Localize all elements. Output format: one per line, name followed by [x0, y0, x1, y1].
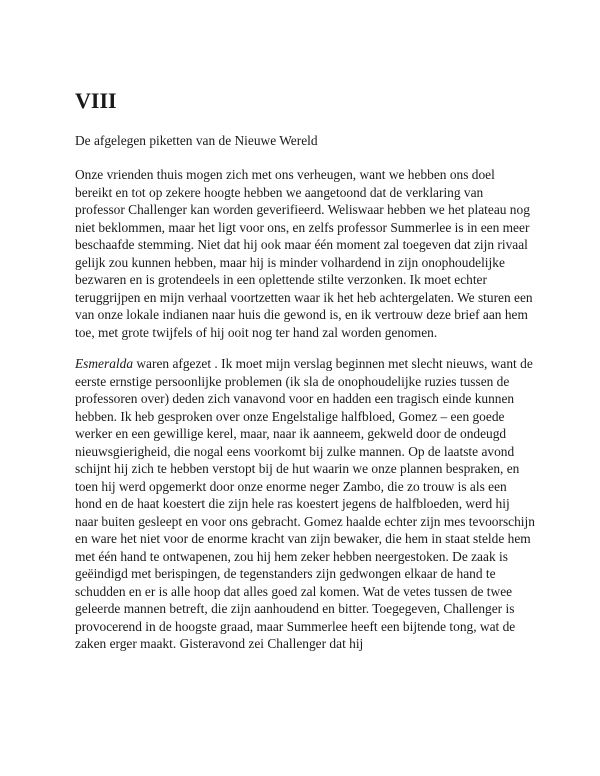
paragraph-1 — [75, 166, 535, 341]
paragraph-2 — [75, 355, 535, 653]
paragraph-2-text: waren afgezet . Ik moet mijn verslag beginnen met slecht nieuws, want de eerste ernstige persoonlijke problemen (ik sla de onophoudelijke ruzies tussen de professoren over) deden zich vanavond voor en hadden een tragisch einde kunnen hebben. Ik heb gesproken over onze Engelstalige halfbloed, Gomez – een goede werker en een gewillige kerel, maar, naar ik aanneem, gekweld door de ondeugd nieuwsgierigheid, die nogal eens voorkomt bij zulke mannen. Op de laatste avond schijnt hij zich te hebben verstopt bij de hut waarin we onze plannen bespraken, en toen hij werd opgemerkt door onze enorme neger Zambo, die zo trouw is als een hond en de haat koestert die zijn hele ras koestert jegens de halfbloeden, werd hij naar buiten gesleept en voor ons gebracht. Gomez haalde echter zijn mes tevoorschijn en ware het niet voor de enorme kracht van zijn bewaker, die hem in staat stelde hem met één hand te ontwapenen, zou hij hem zeker hebben neergestoken. De zaak is geëindigd met berispingen, de tegenstanders zijn gedwongen elkaar de hand te schudden en er is alle hoop dat alles goed zal komen. Wat de vetes tussen de twee geleerde mannen betreft, die zijn aanhoudend en bitter. Toegegeven, Challenger is provocerend in de hoogste graad, maar Summerlee heeft een bijtende tong, wat de zaken erger maakt. Gisteravond zei Challenger dat hij — [75, 356, 535, 651]
chapter-number: VIII — [75, 88, 117, 113]
book-page — [75, 88, 535, 667]
ship-name-italic: Esmeralda — [75, 356, 134, 371]
chapter-title: De afgelegen piketten van de Nieuwe Wereld — [75, 133, 318, 148]
paragraph-1-text: Onze vrienden thuis mogen zich met ons verheugen, want we hebben ons doel bereikt en tot op zekere hoogte hebben we aangetoond dat de verklaring van professor Challenger kan worden geverifieerd. Weliswaar hebben we het plateau nog niet beklommen, maar het ligt voor ons, en zelfs professor Summerlee is in een meer beschaafde stemming. Niet dat hij ook maar één moment zal toegeven dat zijn rivaal gelijk zou kunnen hebben, maar hij is minder volhardend in zijn onophoudelijke bezwaren en is grotendeels in een oplettende stilte verzonken. Ik moet echter teruggrijpen en mijn verhaal voortzetten waar ik het heb achtergelaten. We sturen een van onze lokale indianen naar huis die gewond is, en ik vertrouw deze brief aan hem toe, met grote twijfels of hij ooit nog ter hand zal worden genomen. — [75, 167, 533, 340]
